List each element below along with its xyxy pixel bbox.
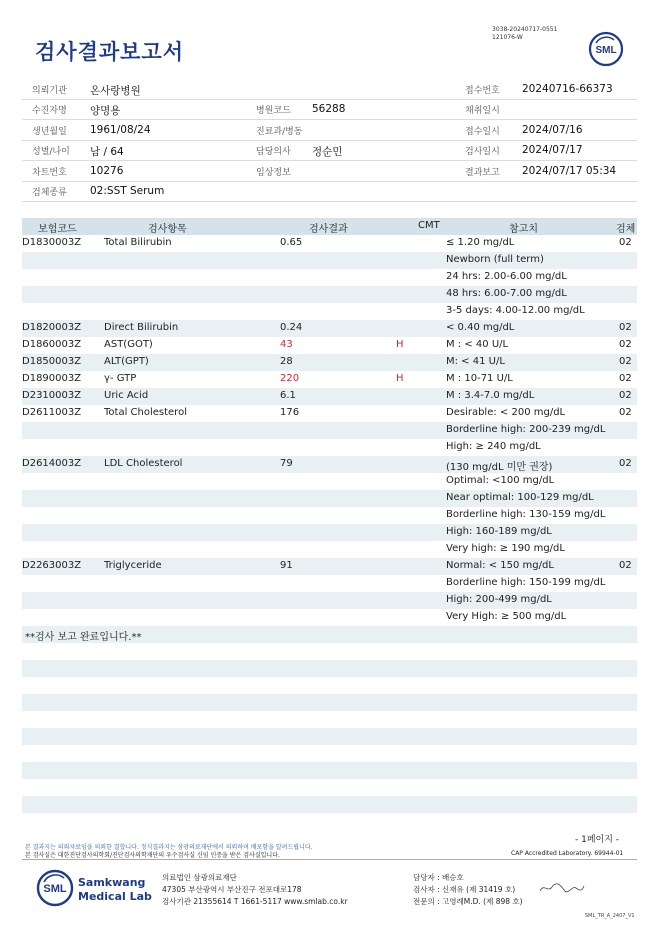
cell-ref: Very high: ≥ 190 mg/dL [446, 543, 565, 554]
info-label: 결과보고 [465, 167, 500, 178]
cell-ref: 3-5 days: 4.00-12.00 mg/dL [446, 305, 585, 316]
cell-ref: Desirable: < 200 mg/dL [446, 407, 566, 418]
table-row [22, 524, 637, 541]
info-label: 임상정보 [256, 167, 291, 178]
info-row [22, 161, 637, 182]
table-row [22, 490, 637, 507]
info-row [22, 79, 637, 100]
cell-ref: High: 160-189 mg/dL [446, 526, 552, 537]
table-row [22, 405, 637, 422]
cell-ref: Very High: ≥ 500 mg/dL [446, 611, 567, 622]
cell-ref: Borderline high: 150-199 mg/dL [446, 577, 606, 588]
info-label: 검체종류 [32, 188, 67, 198]
table-row [22, 694, 637, 711]
info-label: 접수번호 [465, 86, 500, 96]
table-row [22, 303, 637, 320]
info-value: 2024/07/17 05:34 [522, 164, 617, 177]
address-line-1: 의료법인 삼광의료재단 [162, 873, 237, 882]
table-row [22, 235, 637, 252]
cell-ref: < 0.40 mg/dL [446, 322, 515, 333]
brand-name-line2: Medical Lab [78, 890, 152, 903]
cell-ref: Borderline high: 200-239 mg/dL [446, 424, 606, 435]
table-row [22, 371, 637, 388]
table-row [22, 337, 637, 354]
cell-result: 6.1 [280, 390, 296, 401]
table-row [22, 320, 637, 337]
table-row [22, 354, 637, 371]
cell-ref: M : < 40 U/L [446, 339, 509, 350]
cell-ref: Borderline high: 130-159 mg/dL [446, 509, 606, 520]
document-id [492, 26, 557, 42]
cell-code: D2614003Z [22, 458, 82, 469]
table-row [22, 541, 637, 558]
cell-ref: High: ≥ 240 mg/dL [446, 441, 541, 452]
completion-text: **검사 보고 완료입니다.** [25, 632, 142, 643]
footer-note-2: 본 검사실은 대한진단검사의학회/진단검사의학재단의 우수검사실 신임 인증을 받은 검사실입니다. [25, 852, 280, 859]
table-row [22, 609, 637, 626]
cell-ref: Normal: < 150 mg/dL [446, 560, 554, 571]
table-row [22, 779, 637, 796]
cell-name: ALT(GPT) [104, 356, 149, 367]
cell-ref: 24 hrs: 2.00-6.00 mg/dL [446, 271, 567, 282]
cell-cmt: H [396, 373, 404, 384]
cell-code: D1860003Z [22, 339, 82, 350]
cell-code: D2263003Z [22, 560, 82, 571]
info-label: 생년월일 [32, 126, 67, 137]
cell-name: Total Bilirubin [104, 237, 172, 248]
page-number: - 1페이지 - [575, 835, 620, 845]
form-code: SML_TR_A_2407_V1 [585, 913, 635, 919]
info-label: 수진자명 [32, 106, 67, 117]
table-row [22, 745, 637, 762]
cell-result: 220 [280, 373, 300, 384]
info-value: 정순민 [312, 146, 343, 159]
table-row [22, 711, 637, 728]
cell-ref: Newborn (full term) [446, 254, 544, 265]
cell-spec: 02 [619, 407, 632, 418]
info-value: 2024/07/17 [522, 144, 583, 157]
cell-name: γ- GTP [104, 373, 137, 384]
table-row [22, 507, 637, 524]
cell-spec: 02 [619, 390, 632, 401]
info-value: 20240716-66373 [522, 83, 613, 95]
info-row [22, 120, 637, 141]
cell-ref: 48 hrs: 6.00-7.00 mg/dL [446, 288, 567, 299]
info-value: 02:SST Serum [90, 185, 165, 197]
cell-ref: M: < 41 U/L [446, 356, 505, 367]
cell-code: D2611003Z [22, 407, 82, 418]
table-row [22, 286, 637, 303]
info-value: 남 / 64 [90, 146, 124, 159]
table-row [22, 456, 637, 473]
cell-spec: 02 [619, 458, 632, 469]
table-row [22, 592, 637, 609]
brand-name-line1: Samkwang [78, 876, 146, 889]
table-header [22, 218, 637, 235]
signature-icon [538, 881, 586, 895]
table-row [22, 422, 637, 439]
info-label: 진료과/병동 [256, 126, 303, 137]
cell-ref: M : 10-71 U/L [446, 373, 513, 384]
sml-footer-logo-icon [36, 869, 74, 907]
table-row [22, 643, 637, 660]
col-result: 검사결과 [309, 224, 348, 235]
cell-code: D1830003Z [22, 237, 82, 248]
info-value: 56288 [312, 103, 346, 116]
col-code: 보험코드 [38, 224, 77, 235]
cell-ref: (130 mg/dL 미만 권장) [446, 462, 553, 473]
cell-result: 91 [280, 560, 293, 571]
logo-text: SML [595, 45, 617, 56]
info-label: 채취일시 [465, 106, 500, 117]
col-name: 검사항목 [148, 224, 187, 235]
table-row [22, 575, 637, 592]
svg-text:SML: SML [43, 883, 67, 895]
info-label: 접수일시 [465, 126, 500, 137]
table-row [22, 762, 637, 779]
cell-result: 79 [280, 458, 293, 469]
cell-name: LDL Cholesterol [104, 458, 183, 469]
cell-code: D2310003Z [22, 390, 82, 401]
table-row [22, 677, 637, 694]
info-row [22, 99, 637, 120]
cell-ref: ≤ 1.20 mg/dL [446, 237, 515, 248]
cell-spec: 02 [619, 339, 632, 350]
info-label: 병원코드 [256, 106, 291, 117]
cell-spec: 02 [619, 356, 632, 367]
cell-code: D1820003Z [22, 322, 82, 333]
cell-ref: M : 3.4-7.0 mg/dL [446, 390, 535, 401]
col-cmt: CMT [418, 220, 440, 231]
table-row [22, 439, 637, 456]
table-row [22, 558, 637, 575]
cell-result: 43 [280, 339, 293, 350]
cell-code: D1890003Z [22, 373, 82, 384]
address-line-3: 검사기관 21355614 T 1661-5117 www.smlab.co.kr [162, 897, 348, 906]
table-row [22, 269, 637, 286]
cell-ref: Optimal: <100 mg/dL [446, 475, 555, 486]
cell-result: 0.24 [280, 322, 303, 333]
page-title: 검사결과보고서 [35, 40, 185, 64]
cell-ref: Near optimal: 100-129 mg/dL [446, 492, 594, 503]
cell-ref: High: 200-499 mg/dL [446, 594, 552, 605]
info-value: 온사랑병원 [90, 85, 141, 97]
cell-name: AST(GOT) [104, 339, 153, 350]
table-row [22, 728, 637, 745]
staff-line-2: 검사자 : 신재유 (제 31419 호) [413, 885, 516, 894]
table-row [22, 388, 637, 405]
cell-result: 0.65 [280, 237, 303, 248]
cell-result: 176 [280, 407, 300, 418]
sml-logo-icon [588, 31, 624, 67]
info-label: 성별/나이 [32, 147, 70, 158]
cell-spec: 02 [619, 373, 632, 384]
info-label: 의뢰기관 [32, 86, 67, 96]
info-value: 양명용 [90, 105, 121, 118]
cell-spec: 02 [619, 237, 632, 248]
cap-accreditation: CAP Accredited Laboratory. 69944-01 [511, 850, 624, 857]
cell-name: Direct Bilirubin [104, 322, 179, 333]
col-spec: 검체 [616, 224, 636, 235]
info-value: 1961/08/24 [90, 123, 151, 136]
document-id-line1: 3038-20240717-0551 [492, 26, 558, 33]
cell-spec: 02 [619, 322, 632, 333]
cell-name: Total Cholesterol [104, 407, 187, 418]
info-label: 차트번호 [32, 167, 67, 178]
address-line-2: 47305 부산광역시 부산진구 전포대로178 [162, 885, 302, 894]
document-id-line2: 121076-W [492, 34, 523, 41]
info-value: 10276 [90, 164, 124, 177]
cell-name: Triglyceride [104, 560, 162, 571]
footer-divider [22, 859, 637, 860]
staff-line-1: 담당자 : 배승호 [413, 873, 464, 882]
col-ref: 참고치 [509, 224, 538, 235]
info-value: 2024/07/16 [522, 123, 583, 136]
info-row [22, 181, 637, 202]
info-row [22, 140, 637, 161]
cell-cmt: H [396, 339, 404, 350]
info-label: 담당의사 [256, 147, 291, 158]
table-row [22, 252, 637, 269]
table-row [22, 660, 637, 677]
info-label: 검사일시 [465, 147, 500, 158]
table-row [22, 473, 637, 490]
cell-result: 28 [280, 356, 293, 367]
table-row [22, 796, 637, 813]
table-row [22, 626, 637, 643]
footer-note-1: 본 결과지는 의뢰자료임을 의뢰한 결합니다. 정식결과지는 삼광의료재단에서 의뢰하며 배포함을 알려드립니다. [25, 844, 313, 851]
staff-line-3: 전문의 : 고영례M.D. (제 898 호) [413, 897, 523, 906]
cell-code: D1850003Z [22, 356, 82, 367]
cell-name: Uric Acid [104, 390, 149, 401]
cell-spec: 02 [619, 560, 632, 571]
